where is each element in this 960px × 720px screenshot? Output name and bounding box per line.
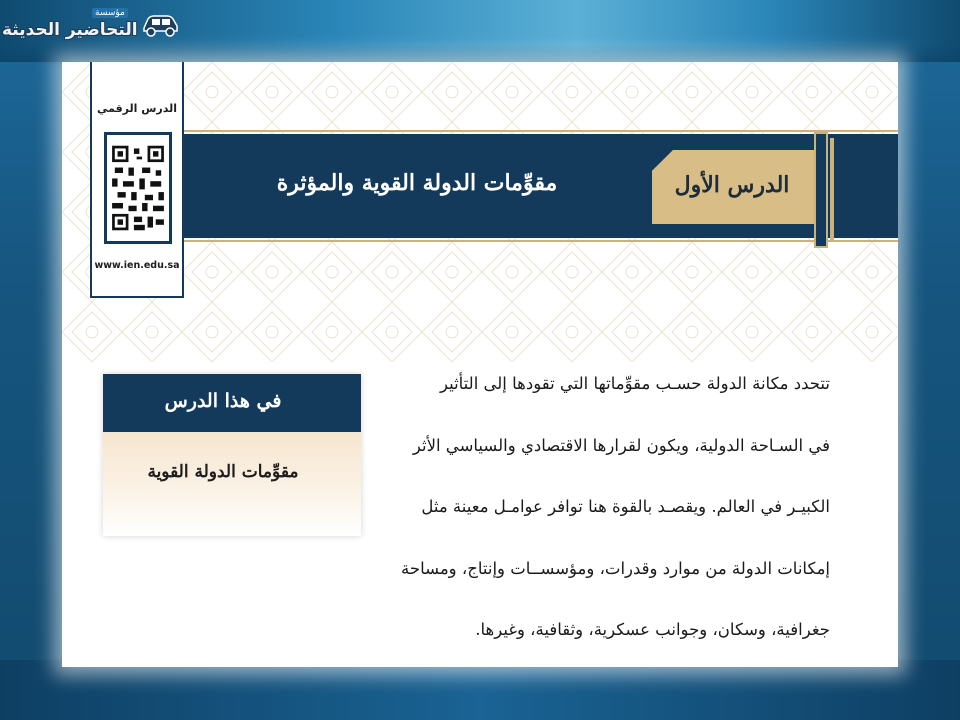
banner-border-top	[92, 130, 898, 132]
tag-bar	[814, 132, 828, 248]
qr-code-icon[interactable]	[109, 143, 167, 233]
qr-code-frame[interactable]	[104, 132, 172, 244]
lesson-paragraph	[370, 364, 830, 667]
in-this-lesson-body	[103, 432, 361, 536]
lesson-slide	[62, 62, 898, 667]
digital-lesson-heading: الدرس الرقمي	[96, 102, 178, 115]
bottom-decorative-band	[0, 660, 960, 720]
paragraph-line: الكبيـر في العالم. ويقصـد بالقوة هنا توافر عوامـل معينة مثل	[421, 497, 830, 516]
in-this-lesson-item: مقوِّمات الدولة القوية	[147, 462, 299, 482]
in-this-lesson-header	[103, 374, 361, 432]
tag-bar-accent	[830, 138, 834, 242]
paragraph-line: إمكانات الدولة من موارد وقدرات، ومؤسســات وإنتاج، ومساحة	[401, 558, 830, 578]
lesson-title: مقوِّمات الدولة القوية والمؤثرة	[276, 170, 558, 196]
car-icon	[140, 8, 180, 38]
in-this-lesson-heading: في هذا الدرس	[164, 390, 282, 412]
in-this-lesson-box	[103, 374, 361, 536]
lesson-tag: الدرس الأول	[674, 172, 790, 198]
paragraph-line: تتحدد مكانة الدولة حسـب مقوِّماتها التي تقودها إلى التأثير	[439, 374, 830, 393]
paragraph-line: جغرافية، وسكان، وجوانب عسكرية، وثقافية، وغيرها.	[475, 620, 830, 639]
digital-lesson-card[interactable]	[90, 62, 184, 298]
digital-lesson-url[interactable]: www.ien.edu.sa	[94, 260, 180, 271]
logo-name: التحاضير الحديثة	[2, 20, 138, 40]
banner-border-bottom	[92, 240, 898, 242]
brand-logo	[0, 2, 185, 44]
paragraph-line: في السـاحة الدولية، ويكون لقرارها الاقتصادي والسياسي الأثر	[412, 435, 830, 455]
logo-small-label: مؤسسة	[92, 8, 128, 18]
